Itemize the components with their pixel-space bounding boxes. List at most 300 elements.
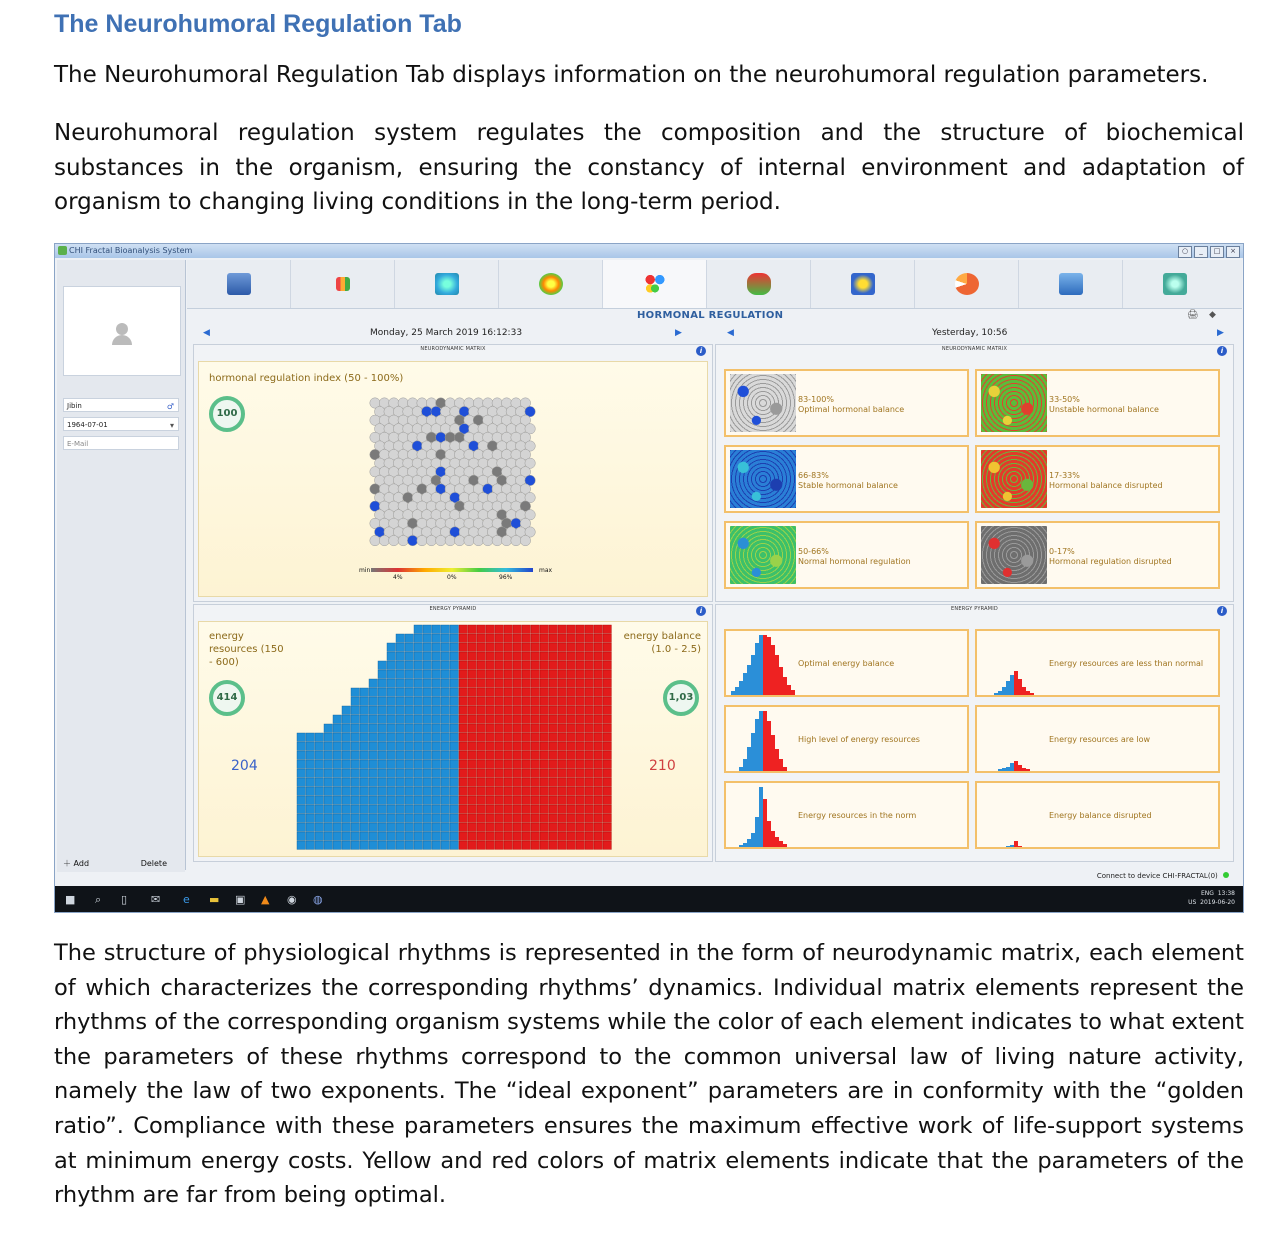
energy-cell-red	[540, 814, 548, 822]
scale-max: max	[539, 567, 553, 574]
energy-cell-red	[576, 652, 584, 660]
matrix-reference-tile[interactable]	[724, 521, 969, 589]
energy-thumbnail	[981, 633, 1047, 695]
energy-cell-red	[468, 670, 476, 678]
energy-cell-red	[567, 643, 575, 651]
energy-cell-blue	[369, 733, 377, 741]
energy-cell-blue	[441, 670, 449, 678]
print-icon[interactable]: 🖨	[1187, 310, 1199, 320]
energy-cell-red	[576, 688, 584, 696]
email-field[interactable]: E-Mail	[63, 436, 179, 450]
energy-cell-red	[495, 643, 503, 651]
tab-waveform[interactable]	[1019, 260, 1123, 308]
energy-cell-blue	[396, 814, 404, 822]
tile-range: 0-17%	[1049, 547, 1075, 556]
energy-cell-blue	[396, 715, 404, 723]
matrix-reference-tile[interactable]	[724, 369, 969, 437]
energy-cell-blue	[333, 733, 341, 741]
energy-cell-blue	[378, 697, 386, 705]
minimize-icon[interactable]: _	[1194, 246, 1208, 258]
energy-cell-red	[513, 823, 521, 831]
tab-organs[interactable]	[707, 260, 811, 308]
energy-cell-red	[522, 805, 530, 813]
energy-cell-red	[504, 733, 512, 741]
energy-cell-red	[459, 634, 467, 642]
energy-cell-blue	[396, 697, 404, 705]
energy-cell-red	[522, 733, 530, 741]
energy-cell-red	[585, 688, 593, 696]
task-view-icon[interactable]: ▯	[121, 893, 128, 906]
energy-cell-blue	[342, 796, 350, 804]
energy-cell-blue	[432, 832, 440, 840]
energy-cell-red	[603, 769, 611, 777]
energy-cell-blue	[423, 715, 431, 723]
energy-cell-red	[513, 625, 521, 633]
energy-cell-red	[540, 796, 548, 804]
matrix-reference-tile[interactable]	[975, 369, 1220, 437]
tile-range: 50-66%	[798, 547, 829, 556]
energy-cell-red	[576, 769, 584, 777]
energy-cell-blue	[387, 832, 395, 840]
energy-cell-blue	[378, 688, 386, 696]
energy-cell-blue	[414, 805, 422, 813]
energy-cell-blue	[333, 760, 341, 768]
description-paragraph: Neurohumoral regulation system regulates the composition and the structure of biochemical substances in the organism, ensuring the constancy of internal environment and adaptation of organism to changing living conditions in the long-term period.	[54, 120, 1244, 215]
energy-cell-red	[459, 733, 467, 741]
energy-cell-blue	[387, 661, 395, 669]
energy-cell-blue	[423, 652, 431, 660]
energy-cell-red	[495, 787, 503, 795]
energy-cell-blue	[441, 832, 449, 840]
energy-cell-blue	[360, 751, 368, 759]
energy-balance-gauge: 1,03	[663, 680, 699, 716]
energy-cell-red	[459, 679, 467, 687]
tile-label: High level of energy resources	[798, 735, 920, 744]
media-player-icon[interactable]: ◉	[287, 893, 297, 906]
energy-cell-blue	[441, 643, 449, 651]
energy-cell-red	[486, 805, 494, 813]
energy-cell-blue	[441, 679, 449, 687]
next-date-right-icon[interactable]: ▶	[1217, 328, 1224, 338]
energy-cell-blue	[405, 814, 413, 822]
energy-cell-red	[549, 679, 557, 687]
energy-cell-red	[522, 715, 530, 723]
energy-cell-red	[459, 625, 467, 633]
energy-cell-red	[567, 787, 575, 795]
energy-cell-red	[576, 715, 584, 723]
energy-cell-blue	[351, 787, 359, 795]
energy-cell-blue	[387, 670, 395, 678]
energy-cell-blue	[387, 814, 395, 822]
energy-cell-blue	[333, 778, 341, 786]
mail-icon[interactable]: ✉	[151, 893, 161, 906]
energy-cell-blue	[378, 778, 386, 786]
energy-cell-blue	[333, 823, 341, 831]
energy-cell-red	[495, 661, 503, 669]
energy-cell-red	[531, 715, 539, 723]
dob-field[interactable]: 1964-07-01 ▾	[63, 417, 179, 431]
energy-cell-red	[522, 742, 530, 750]
energy-cell-blue	[378, 832, 386, 840]
energy-cell-blue	[378, 841, 386, 849]
energy-cell-blue	[423, 760, 431, 768]
energy-cell-blue	[414, 760, 422, 768]
energy-cell-blue	[414, 787, 422, 795]
energy-cell-red	[540, 706, 548, 714]
energy-cell-blue	[441, 724, 449, 732]
energy-cell-red	[468, 724, 476, 732]
energy-cell-red	[477, 796, 485, 804]
energy-cell-blue	[333, 769, 341, 777]
energy-cell-red	[504, 742, 512, 750]
energy-cell-blue	[387, 697, 395, 705]
energy-cell-red	[477, 652, 485, 660]
energy-cell-blue	[441, 751, 449, 759]
energy-cell-blue	[414, 625, 422, 633]
energy-cell-red	[477, 742, 485, 750]
energy-cell-blue	[360, 805, 368, 813]
avatar[interactable]	[63, 286, 181, 376]
energy-cell-blue	[378, 760, 386, 768]
energy-cell-blue	[306, 796, 314, 804]
energy-cell-red	[594, 670, 602, 678]
energy-cell-red	[522, 796, 530, 804]
energy-cell-red	[531, 652, 539, 660]
energy-cell-blue	[297, 805, 305, 813]
energy-cell-red	[567, 832, 575, 840]
energy-cell-red	[531, 742, 539, 750]
store-icon[interactable]: ▣	[235, 893, 246, 906]
energy-cell-blue	[315, 814, 323, 822]
energy-cell-red	[594, 751, 602, 759]
energy-thumb-bar-red	[1014, 761, 1018, 771]
connection-status: Connect to device CHI-FRACTAL(0)	[1096, 872, 1218, 880]
patient-panel	[57, 260, 186, 870]
energy-cell-red	[477, 706, 485, 714]
calendar-icon[interactable]: ▾	[169, 421, 174, 430]
tab-rhythm[interactable]	[187, 260, 291, 308]
energy-cell-red	[585, 661, 593, 669]
windows-start-icon[interactable]: ■	[65, 893, 76, 906]
energy-cell-blue	[450, 625, 458, 633]
energy-cell-blue	[423, 805, 431, 813]
info-icon[interactable]: i	[1217, 606, 1227, 616]
tab-matrix[interactable]	[395, 260, 499, 308]
energy-cell-red	[549, 778, 557, 786]
energy-cell-red	[594, 625, 602, 633]
energy-cell-blue	[414, 697, 422, 705]
add-button[interactable]: ＋ Add	[63, 858, 90, 868]
energy-cell-red	[558, 841, 566, 849]
energy-cell-blue	[423, 724, 431, 732]
energy-cell-red	[576, 643, 584, 651]
energy-cell-red	[477, 778, 485, 786]
energy-cell-blue	[405, 832, 413, 840]
energy-cell-blue	[396, 805, 404, 813]
energy-reference-tile[interactable]	[975, 705, 1220, 773]
energy-cell-red	[495, 832, 503, 840]
energy-cell-red	[549, 661, 557, 669]
energy-cell-blue	[432, 841, 440, 849]
energy-thumb-bar-red	[763, 711, 767, 771]
energy-reference-tile[interactable]	[724, 781, 969, 849]
info-icon[interactable]: i	[1217, 346, 1227, 356]
energy-cell-blue	[432, 823, 440, 831]
energy-cell-blue	[378, 679, 386, 687]
energy-cell-red	[549, 823, 557, 831]
energy-cell-blue	[369, 715, 377, 723]
energy-reference-tile[interactable]	[724, 705, 969, 773]
energy-cell-red	[585, 742, 593, 750]
help-icon[interactable]: ○	[1178, 246, 1192, 258]
energy-cell-red	[558, 634, 566, 642]
energy-cell-blue	[396, 760, 404, 768]
energy-cell-blue	[414, 634, 422, 642]
energy-thumb-bar-red	[775, 837, 779, 847]
maximize-icon[interactable]: □	[1210, 246, 1224, 258]
energy-reference-tile[interactable]	[724, 629, 969, 697]
energy-cell-blue	[369, 760, 377, 768]
energy-cell-red	[576, 634, 584, 642]
energy-cell-blue	[324, 841, 332, 849]
energy-cell-red	[603, 751, 611, 759]
info-icon[interactable]: i	[696, 346, 706, 356]
delete-button[interactable]: Delete	[140, 858, 167, 868]
connection-icon	[1223, 872, 1229, 878]
energy-cell-blue	[396, 778, 404, 786]
energy-cell-red	[504, 751, 512, 759]
energy-cell-blue	[423, 751, 431, 759]
energy-cell-red	[486, 688, 494, 696]
energy-cell-blue	[297, 832, 305, 840]
energy-cell-blue	[342, 787, 350, 795]
energy-cell-red	[486, 679, 494, 687]
vlc-icon[interactable]: ▲	[261, 893, 270, 906]
edge-browser-icon[interactable]: e	[183, 893, 190, 906]
energy-cell-red	[522, 643, 530, 651]
energy-cell-red	[540, 760, 548, 768]
energy-cell-red	[477, 832, 485, 840]
energy-cell-red	[495, 751, 503, 759]
energy-cell-red	[576, 679, 584, 687]
next-date-left-icon[interactable]: ▶	[675, 328, 682, 338]
energy-cell-blue	[378, 769, 386, 777]
energy-cell-red	[513, 679, 521, 687]
energy-cell-red	[594, 634, 602, 642]
energy-cell-red	[594, 796, 602, 804]
energy-cell-blue	[297, 778, 305, 786]
energy-cell-blue	[432, 634, 440, 642]
energy-thumb-bar-red	[1030, 693, 1034, 695]
energy-cell-red	[585, 832, 593, 840]
energy-reference-tile[interactable]	[975, 781, 1220, 849]
energy-cell-blue	[450, 643, 458, 651]
energy-cell-red	[468, 715, 476, 723]
energy-cell-blue	[414, 652, 422, 660]
energy-cell-blue	[441, 760, 449, 768]
energy-cell-blue	[351, 823, 359, 831]
matrix-reference-tile[interactable]	[975, 445, 1220, 513]
file-explorer-icon[interactable]: ▬	[209, 893, 220, 906]
energy-cell-blue	[450, 769, 458, 777]
energy-cell-blue	[369, 742, 377, 750]
energy-cell-blue	[396, 670, 404, 678]
energy-cell-blue	[441, 841, 449, 849]
scale-min: min	[359, 567, 371, 574]
energy-cell-blue	[423, 697, 431, 705]
energy-cell-red	[549, 733, 557, 741]
energy-thumb-bar-red	[1014, 671, 1018, 695]
gender-icon[interactable]: ♂	[166, 402, 174, 411]
energy-cell-red	[603, 796, 611, 804]
energy-thumb-bar-red	[783, 677, 787, 695]
tab-sphere[interactable]	[499, 260, 603, 308]
tab-chakra[interactable]	[811, 260, 915, 308]
taskbar	[55, 886, 1243, 912]
energy-cell-blue	[333, 832, 341, 840]
energy-cell-blue	[351, 769, 359, 777]
matrix-cell	[436, 535, 446, 545]
energy-cell-blue	[324, 724, 332, 732]
energy-cell-red	[585, 697, 593, 705]
energy-cell-blue	[342, 760, 350, 768]
energy-cell-red	[504, 652, 512, 660]
energy-cell-blue	[360, 796, 368, 804]
prev-date-left-icon[interactable]: ◀	[203, 328, 210, 338]
energy-cell-blue	[432, 688, 440, 696]
energy-cell-red	[486, 751, 494, 759]
energy-thumb-bar-red	[767, 821, 771, 847]
energy-cell-red	[540, 688, 548, 696]
energy-cell-red	[522, 823, 530, 831]
energy-cell-red	[558, 742, 566, 750]
energy-cell-red	[522, 814, 530, 822]
energy-cell-red	[477, 634, 485, 642]
tab-fractal[interactable]	[1123, 260, 1226, 308]
energy-cell-red	[513, 643, 521, 651]
energy-cell-red	[468, 688, 476, 696]
energy-cell-red	[459, 805, 467, 813]
energy-cell-blue	[378, 733, 386, 741]
energy-cell-red	[513, 697, 521, 705]
energy-cell-red	[558, 805, 566, 813]
energy-cell-red	[585, 805, 593, 813]
energy-cell-red	[468, 832, 476, 840]
prev-date-right-icon[interactable]: ◀	[727, 328, 734, 338]
energy-cell-red	[513, 724, 521, 732]
energy-cell-blue	[396, 787, 404, 795]
energy-cell-blue	[360, 742, 368, 750]
energy-cell-red	[567, 706, 575, 714]
energy-cell-red	[522, 769, 530, 777]
energy-reference-tile[interactable]	[975, 629, 1220, 697]
energy-cell-blue	[405, 688, 413, 696]
energy-cell-blue	[423, 661, 431, 669]
energy-cell-blue	[450, 787, 458, 795]
energy-cell-red	[549, 796, 557, 804]
energy-cell-red	[594, 814, 602, 822]
matrix-reference-tile[interactable]	[975, 521, 1220, 589]
energy-cell-blue	[441, 715, 449, 723]
energy-cell-blue	[324, 742, 332, 750]
chi-app-icon[interactable]: ◍	[313, 893, 323, 906]
energy-thumb-bar-blue	[759, 787, 763, 847]
energy-cell-blue	[414, 670, 422, 678]
energy-thumb-bar-blue	[751, 655, 755, 695]
energy-cell-blue	[324, 796, 332, 804]
energy-cell-red	[531, 625, 539, 633]
energy-cell-red	[603, 661, 611, 669]
info-icon[interactable]: i	[696, 606, 706, 616]
export-icon[interactable]: ◆	[1209, 310, 1216, 320]
energy-cell-red	[486, 733, 494, 741]
energy-cell-blue	[432, 787, 440, 795]
energy-cell-red	[522, 787, 530, 795]
tile-range: 83-100%	[798, 395, 834, 404]
energy-cell-blue	[450, 652, 458, 660]
energy-thumb-bar-blue	[739, 845, 743, 847]
energy-cell-red	[504, 679, 512, 687]
energy-cell-blue	[351, 733, 359, 741]
energy-cell-blue	[333, 805, 341, 813]
tab-pie[interactable]	[915, 260, 1019, 308]
energy-cell-red	[585, 679, 593, 687]
energy-cell-red	[567, 715, 575, 723]
energy-cell-blue	[396, 679, 404, 687]
energy-cell-red	[531, 841, 539, 849]
energy-cell-blue	[405, 841, 413, 849]
user-icon	[116, 323, 128, 335]
tab-bar-chart[interactable]	[291, 260, 395, 308]
energy-cell-red	[477, 670, 485, 678]
energy-cell-red	[504, 670, 512, 678]
energy-cell-red	[459, 751, 467, 759]
energy-cell-red	[477, 751, 485, 759]
search-icon[interactable]: ⌕	[95, 893, 102, 906]
matrix-thumbnail	[730, 450, 796, 508]
energy-cell-red	[594, 643, 602, 651]
energy-cell-blue	[450, 832, 458, 840]
energy-cell-red	[504, 661, 512, 669]
tab-hormonal-regulation[interactable]	[603, 260, 707, 308]
close-icon[interactable]: ×	[1226, 246, 1240, 258]
fractal-icon	[1163, 273, 1187, 295]
matrix-cell	[464, 535, 474, 545]
energy-cell-blue	[387, 760, 395, 768]
energy-cell-red	[603, 670, 611, 678]
energy-thumb-bar-blue	[759, 711, 763, 771]
energy-cell-blue	[396, 634, 404, 642]
energy-cell-blue	[432, 796, 440, 804]
energy-cell-red	[540, 697, 548, 705]
matrix-cell	[445, 535, 455, 545]
energy-cell-red	[459, 724, 467, 732]
energy-cell-red	[594, 679, 602, 687]
energy-thumb-bar-blue	[747, 665, 751, 695]
energy-cell-red	[495, 715, 503, 723]
energy-cell-red	[603, 841, 611, 849]
energy-cell-blue	[315, 823, 323, 831]
energy-cell-red	[594, 769, 602, 777]
energy-cell-red	[468, 814, 476, 822]
name-field[interactable]: Jibin ♂	[63, 398, 179, 412]
energy-thumb-bar-red	[779, 759, 783, 771]
energy-thumb-bar-blue	[735, 687, 739, 695]
matrix-reference-tile[interactable]	[724, 445, 969, 513]
energy-cell-blue	[387, 679, 395, 687]
energy-cell-blue	[432, 625, 440, 633]
energy-cell-red	[558, 724, 566, 732]
